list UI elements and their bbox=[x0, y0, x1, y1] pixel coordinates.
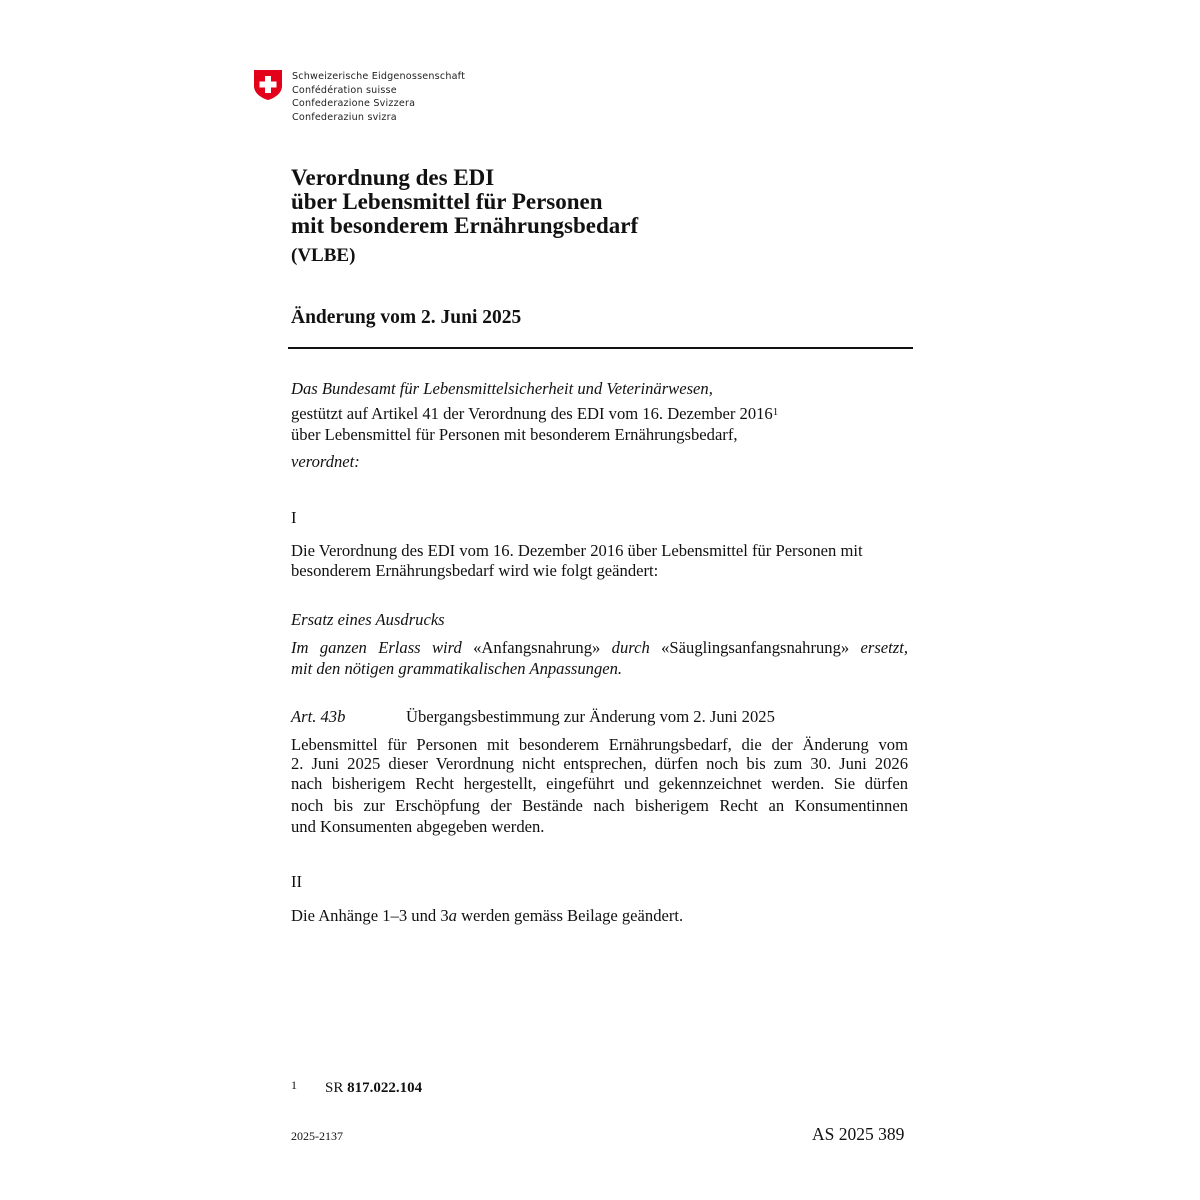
section-2-annex-suffix: a bbox=[448, 906, 457, 925]
footnote-reference[interactable]: 1 bbox=[772, 406, 779, 418]
document-title bbox=[291, 166, 638, 238]
section-2-text-part: werden gemäss Beilage geändert. bbox=[456, 906, 684, 925]
article-paragraph-line: und Konsumenten abgegeben werden. bbox=[291, 817, 545, 836]
preamble-authority: Das Bundesamt für Lebensmittelsicherheit und Veterinärwesen, bbox=[291, 379, 713, 398]
preamble-decree: verordnet: bbox=[291, 452, 360, 471]
section-1-intro-continued: besonderem Ernährungsbedarf wird wie folgt geändert: bbox=[291, 561, 659, 580]
section-2-text bbox=[291, 906, 683, 926]
title-line: mit besonderem Ernährungsbedarf bbox=[291, 213, 639, 238]
article-paragraph-line: nach bisherigem Recht hergestellt, eingeführt und gekennzeichnet werden. Sie dürfen bbox=[291, 774, 908, 793]
amendment-date-heading: Änderung vom 2. Juni 2025 bbox=[291, 307, 522, 328]
title-divider bbox=[288, 347, 913, 349]
article-title: Übergangsbestimmung zur Änderung vom 2. Juni 2025 bbox=[406, 707, 775, 726]
replacement-text: Im ganzen Erlass wird bbox=[291, 638, 462, 657]
article-paragraph-line: noch bis zur Erschöpfung der Bestände nach bisherigem Recht an Konsumentinnen bbox=[291, 796, 908, 815]
article-number: Art. 43b bbox=[291, 707, 346, 726]
replacement-heading: Ersatz eines Ausdrucks bbox=[291, 610, 445, 629]
section-numeral-1: I bbox=[291, 508, 297, 527]
footnote-number: 1 bbox=[291, 1078, 297, 1092]
article-paragraph-line: 2. Juni 2025 dieser Verordnung nicht entsprechen, dürfen noch bis zum 30. Juni 2026 bbox=[291, 754, 908, 773]
article-paragraph-line: Lebensmittel für Personen mit besonderem Ernährungsbedarf, die der Änderung vom bbox=[291, 735, 908, 754]
new-term: «Säuglingsanfangsnahrung» bbox=[661, 638, 850, 657]
title-abbreviation: (VLBE) bbox=[291, 245, 356, 266]
footnote-prefix: SR bbox=[325, 1080, 348, 1096]
confederation-name-rm: Confederaziun svizra bbox=[292, 111, 397, 123]
footnote-sr-number: 817.022.104 bbox=[347, 1080, 423, 1096]
title-line: Verordnung des EDI bbox=[291, 165, 495, 190]
section-2-text-part: Die Anhänge 1–3 und 3 bbox=[291, 906, 449, 925]
confederation-names bbox=[292, 70, 465, 124]
confederation-name-fr: Confédération suisse bbox=[292, 84, 397, 96]
section-1-intro: Die Verordnung des EDI vom 16. Dezember 2016 über Lebensmittel für Personen mit bbox=[291, 541, 863, 560]
replacement-provision-continued: mit den nötigen grammatikalischen Anpassungen. bbox=[291, 659, 623, 678]
official-collection-reference: AS 2025 389 bbox=[812, 1124, 905, 1144]
replacement-text: ersetzt, bbox=[860, 638, 908, 657]
section-numeral-2: II bbox=[291, 872, 303, 891]
confederation-name-de: Schweizerische Eidgenossenschaft bbox=[292, 71, 466, 82]
preamble-basis bbox=[291, 404, 778, 424]
replacement-provision bbox=[291, 638, 908, 658]
replacement-text: durch bbox=[611, 638, 650, 657]
title-line: über Lebensmittel für Personen bbox=[291, 189, 603, 214]
document-code: 2025-2137 bbox=[291, 1129, 343, 1143]
preamble-basis-continued: über Lebensmittel für Personen mit besonderem Ernährungsbedarf, bbox=[291, 425, 738, 444]
footnote-text bbox=[325, 1079, 422, 1097]
confederation-name-it: Confederazione Svizzera bbox=[292, 98, 416, 110]
old-term: «Anfangsnahrung» bbox=[473, 638, 601, 657]
preamble-basis-text: gestützt auf Artikel 41 der Verordnung des EDI vom 16. Dezember 2016 bbox=[291, 404, 773, 423]
swiss-cross-icon bbox=[253, 69, 283, 101]
